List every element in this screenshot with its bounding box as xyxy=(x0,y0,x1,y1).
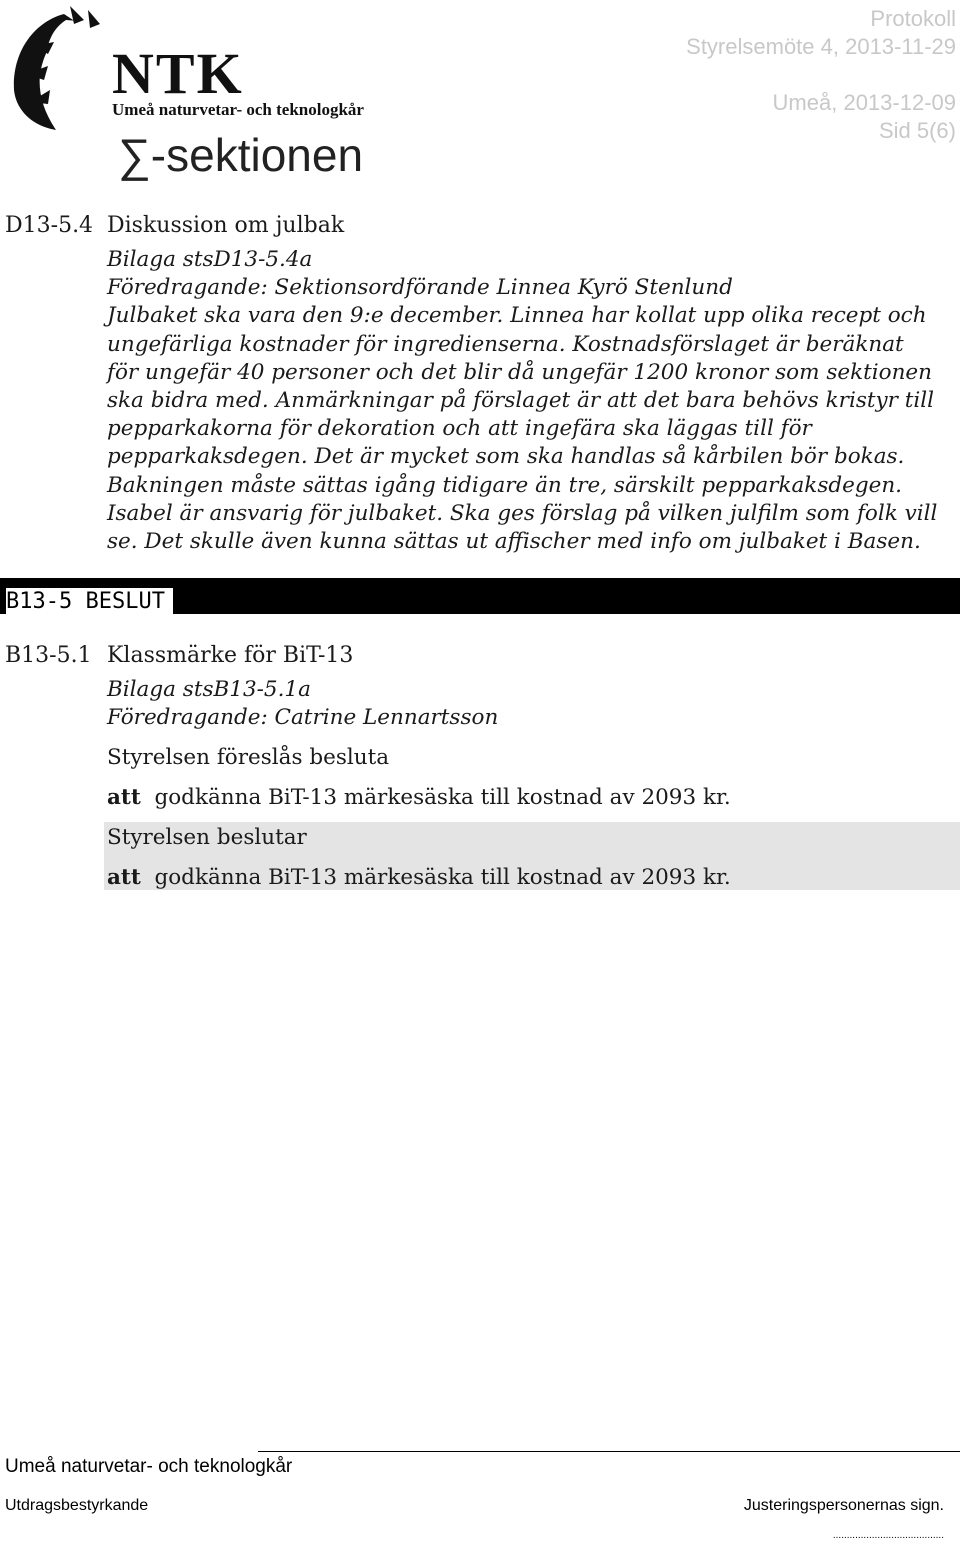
logo-text: NTK xyxy=(112,41,244,106)
discussion-line: Julbaket ska vara den 9:e december. Linnea har kollat upp olika recept och xyxy=(107,303,927,329)
doc-date: Umeå, 2013-12-09 xyxy=(772,90,956,115)
footer-signature-dots: ........................................ xyxy=(832,1530,944,1541)
logo-subtitle: Umeå naturvetar- och teknologkår xyxy=(112,100,364,119)
discussion-title: Diskussion om julbak xyxy=(107,213,345,238)
discussion-line: Bilaga stsD13-5.4a xyxy=(107,247,313,272)
footer-right-label: Justeringspersonernas sign. xyxy=(743,1497,944,1514)
decided-text: godkänna BiT-13 märkesäska till kostnad av 2093 kr. xyxy=(154,865,731,890)
decision-presenter: Föredragande: Catrine Lennartsson xyxy=(107,705,499,730)
beslut-heading: B13-5 BESLUT xyxy=(6,588,173,618)
discussion-line: pepparkakorna för dekoration och att ingefära ska läggas till för xyxy=(107,416,812,442)
meeting-info: Styrelsemöte 4, 2013-11-29 xyxy=(686,34,956,59)
discussion-line: Bakningen måste sättas igång tidigare än tre, särskilt pepparkaksdegen. xyxy=(107,472,903,498)
proposal-line xyxy=(107,785,731,810)
footer-divider xyxy=(258,1451,960,1452)
discussion-line: för ungefär 40 personer och det blir då ungefär 1200 kronor som sektionen xyxy=(107,359,932,385)
discussion-line: Föredragande: Sektionsordförande Linnea Kyrö Stenlund xyxy=(107,275,733,301)
discussion-body xyxy=(107,246,957,556)
proposal-label: Styrelsen föreslås besluta xyxy=(107,745,390,770)
decision-title: Klassmärke för BiT-13 xyxy=(107,643,354,668)
discussion-number: D13-5.4 xyxy=(5,213,94,238)
decided-att: att xyxy=(107,865,141,890)
decided-line xyxy=(107,865,731,890)
footer-org: Umeå naturvetar- och teknologkår xyxy=(5,1456,293,1477)
doc-type: Protokoll xyxy=(870,6,956,31)
decision-number: B13-5.1 xyxy=(5,643,92,668)
discussion-line: ska bidra med. Anmärkningar på förslaget är att det bara behövs kristyr till xyxy=(107,388,935,414)
decision-attachment: Bilaga stsB13-5.1a xyxy=(107,677,311,702)
discussion-line: pepparkaksdegen. Det är mycket som ska handlas så kårbilen bör bokas. xyxy=(107,444,905,470)
laurel-leaf-icon xyxy=(4,2,116,132)
discussion-line: se. Det skulle även kunna sättas ut affischer med info om julbaket i Basen. xyxy=(107,529,921,555)
proposal-att: att xyxy=(107,785,141,810)
proposal-text: godkänna BiT-13 märkesäska till kostnad av 2093 kr. xyxy=(154,785,731,810)
decided-label: Styrelsen beslutar xyxy=(107,825,307,850)
discussion-line: ungefärliga kostnader för ingredienserna. Kostnadsförslaget är beräknat xyxy=(107,331,904,357)
page-number: Sid 5(6) xyxy=(878,118,956,143)
discussion-line: Isabel är ansvarig för julbaket. Ska ges förslag på vilken julfilm som folk vill xyxy=(107,500,938,526)
section-name: ∑-sektionen xyxy=(118,129,364,181)
footer-left-label: Utdragsbestyrkande xyxy=(5,1497,149,1514)
